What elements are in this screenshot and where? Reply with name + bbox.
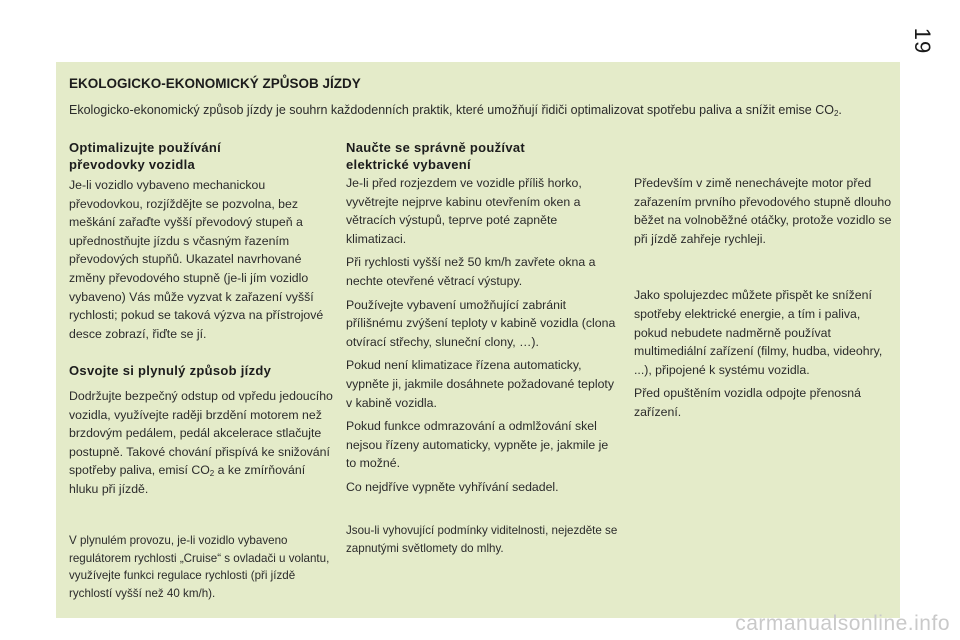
electric-paragraph: Pokud funkce odmrazování a odmlžování skel nejsou řízeny automaticky, vypněte je, jakmile je to možné. (346, 419, 609, 471)
page-title: EKOLOGICKO-EKONOMICKÝ ZPŮSOB JÍZDY (69, 76, 361, 91)
electric-paragraph: Pokud není klimatizace řízena automaticky, vypněte ji, jakmile dosáhnete požadované teploty v kabině vozidla. (346, 358, 614, 410)
gearbox-heading-line1: Optimalizujte používání (69, 140, 222, 155)
gearbox-heading-line2: převodovky vozidla (69, 157, 196, 172)
intro-subscript: 2 (833, 109, 839, 118)
electric-heading-line2: elektrické vybavení (346, 157, 471, 172)
electric-paragraph: Je-li před rozjezdem ve vozidle příliš horko, vyvětrejte nejprve kabinu otevřením oken a větracích výstupů, teprve poté zapněte klimatizaci. (346, 176, 582, 246)
watermark: carmanualsonline.info (735, 612, 950, 635)
smooth-driving-heading: Osvojte si plynulý způsob jízdy (69, 363, 272, 378)
gearbox-heading (69, 139, 329, 173)
unplug-devices-paragraph: Před opuštěním vozidla odpojte přenosná zařízení. (634, 386, 861, 419)
column3-body (634, 174, 896, 422)
fog-lights-note: Jsou-li vyhovující podmínky viditelnosti, nejezděte se zapnutými světlomety do mlhy. (346, 524, 618, 555)
smooth-driving-text: Dodržujte bezpečný odstup od vpředu jedoucího vozidla, využívejte raději brzdění motorem než brzdovým pedálem, pedál akcelerace stlačujte postupně. Takové chování přispívá ke snižování spotřeby paliva, emisí CO (69, 389, 333, 478)
electric-heading (346, 139, 616, 173)
smooth-driving-body (69, 387, 337, 499)
electric-paragraph: Používejte vybavení umožňující zabránit přílišnému zvýšení teploty v kabině vozidla (clona otvírací střechy, sluneční clony, …). (346, 297, 616, 349)
electric-paragraph: Co nejdříve vypněte vyhřívání sedadel. (346, 479, 559, 494)
smooth-driving-subscript: 2 (209, 469, 215, 479)
electric-heading-line1: Naučte se správně používat (346, 140, 526, 155)
page-number: 19 (910, 27, 936, 55)
smooth-driving-text-end: a ke zmírňování hluku při jízdě. (69, 463, 306, 496)
intro-end: . (838, 103, 842, 117)
intro-text: Ekologicko-ekonomický způsob jízdy je souhrn každodenních praktik, které umožňují řidiči optimalizovat spotřebu paliva a snížit emise CO (69, 103, 834, 117)
electric-body (346, 174, 618, 502)
cruise-note: V plynulém provozu, je-li vozidlo vybaveno regulátorem rychlosti „Cruise“ s ovladači u volantu, využívejte funkci regulace rychlosti (při jízdě rychlostí vyšší než 40 km/h). (69, 534, 330, 600)
winter-idle-paragraph: Především v zimě nenechávejte motor před zařazením prvního převodového stupně dlouho běžet na volnoběžné otáčky, protože vozidlo se při jízdě zahřeje rychleji. (634, 176, 892, 246)
passenger-paragraph: Jako spolujezdec můžete přispět ke snížení spotřeby elektrické energie, a tím i paliva, pokud nebudete nadměrně používat multimediální zařízení (filmy, hudba, videohry, ...), připojené k systému vozidla. (634, 288, 883, 377)
intro-paragraph (69, 100, 869, 120)
electric-paragraph: Při rychlosti vyšší než 50 km/h zavřete okna a nechte otevřené větrací výstupy. (346, 255, 596, 288)
gearbox-body: Je-li vozidlo vybaveno mechanickou převodovkou, rozjíždějte se pozvolna, bez meškání zařaďte vyšší převodový stupeň a upřednostňujte jízdu s včasným řazením převodových stupňů. Ukazatel navrhované změny převodového stupně (je-li jím vozidlo vybaveno) Vás může vyzvat k zařazení vyšší rychlosti; pokud se taková výzva na přístrojové desce zobrazí, řiďte se jí. (69, 178, 324, 341)
